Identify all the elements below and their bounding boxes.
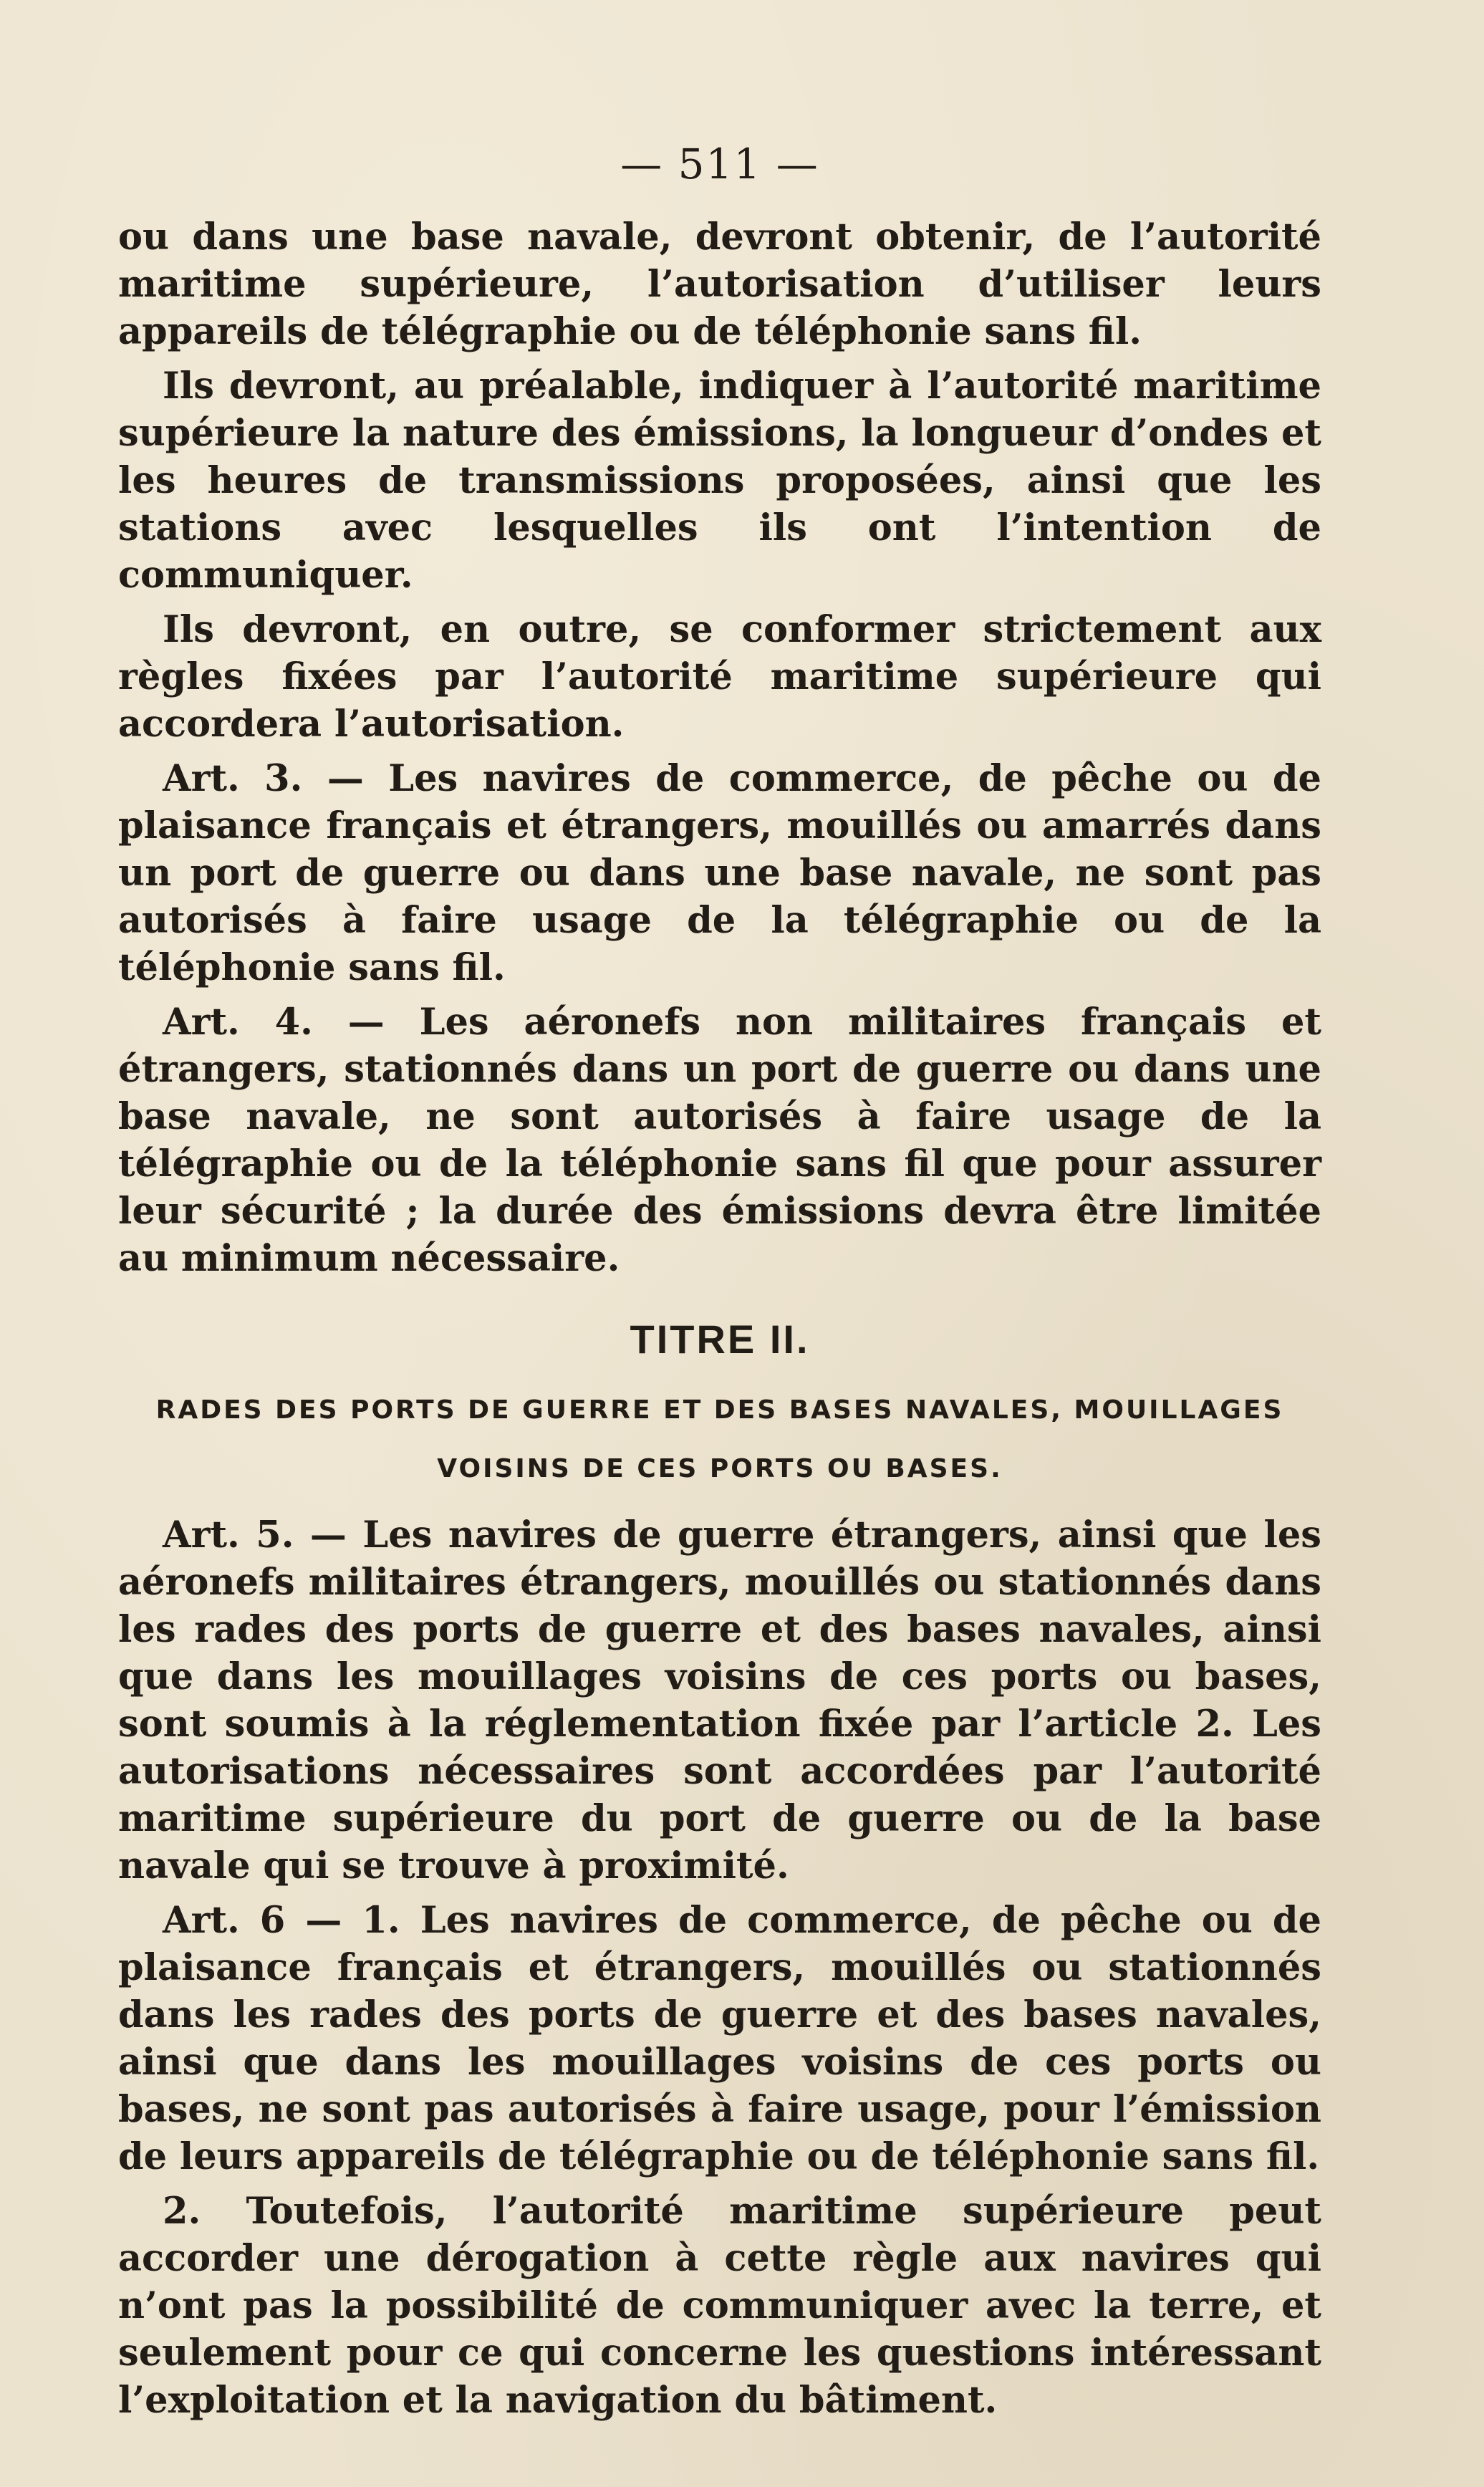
- article-3: Art. 3. — Les navires de commerce, de pêche ou de plaisance français et étrangers, mouillés ou amarrés dans un port de guerre ou dans une base navale, ne sont pas autorisés à faire usage de la télégraphie ou de la téléphonie sans fil.: [118, 757, 1321, 989]
- paragraph-continuation: ou dans une base navale, devront obtenir, de l’autorité maritime supérieure, l’autorisation d’utiliser leurs appareils de télégraphie ou de téléphonie sans fil.: [118, 216, 1321, 353]
- section-subheading: RADES DES PORTS DE GUERRE ET DES BASES NAVALES, MOUILLAGES VOISINS DE CES PORTS OU BASES.: [155, 1395, 1284, 1483]
- article-6-1: Art. 6 — 1. Les navires de commerce, de pêche ou de plaisance français et étrangers, mouillés ou stationnés dans les rades des ports de guerre et des bases navales, ainsi que dans les mouillages voisins de ces ports ou bases, ne sont pas autorisés à faire usage, pour l’émission de leurs appareils de télégraphie ou de téléphonie sans fil.: [118, 1899, 1321, 2178]
- section-title: TITRE II.: [630, 1317, 810, 1362]
- article-4: Art. 4. — Les aéronefs non militaires français et étrangers, stationnés dans un port de guerre ou dans une base navale, ne sont autorisés à faire usage de la télégraphie ou de la téléphonie sans fil que pour assurer leur sécurité ; la durée des émissions devra être limitée au minimum nécessaire.: [118, 1001, 1321, 1280]
- paragraph-compliance: Ils devront, en outre, se conformer strictement aux règles fixées par l’autorité maritime supérieure qui accordera l’autorisation.: [118, 608, 1321, 746]
- page-number: — 511 —: [620, 140, 819, 188]
- page-content: [118, 140, 1321, 2431]
- article-6-2: 2. Toutefois, l’autorité maritime supérieure peut accorder une dérogation à cette règle aux navires qui n’ont pas la possibilité de communiquer avec la terre, et seulement pour ce qui concerne les questions intéressant l’exploitation et la navigation du bâtiment.: [118, 2190, 1321, 2422]
- article-5: Art. 5. — Les navires de guerre étrangers, ainsi que les aéronefs militaires étrangers, mouillés ou stationnés dans les rades des ports de guerre et des bases navales, ainsi que dans les mouillages voisins de ces ports ou bases, sont soumis à la réglementation fixée par l’article 2. Les autorisations nécessaires sont accordées par l’autorité maritime supérieure du port de guerre ou de la base navale qui se trouve à proximité.: [118, 1514, 1321, 1887]
- paragraph-prior-notice: Ils devront, au préalable, indiquer à l’autorité maritime supérieure la nature des émissions, la longueur d’ondes et les heures de transmissions proposées, ainsi que les stations avec lesquelles ils ont l’intention de communiquer.: [118, 365, 1321, 597]
